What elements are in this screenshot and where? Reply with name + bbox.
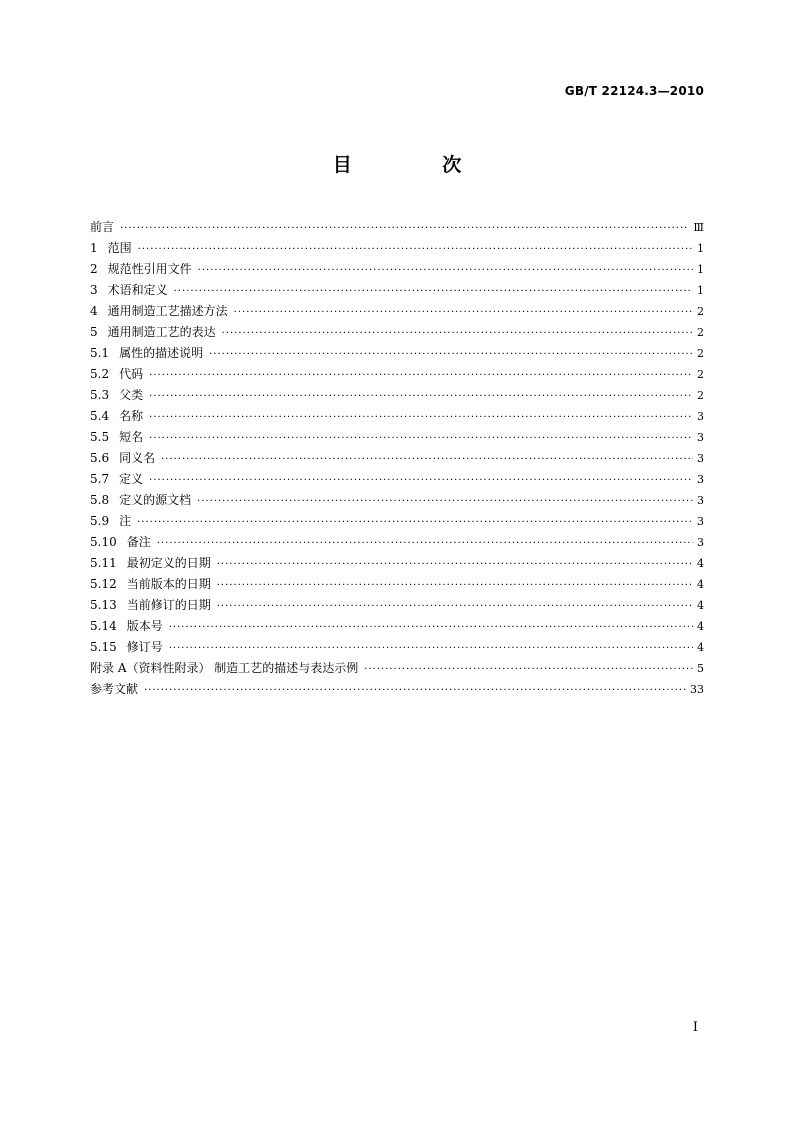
toc-entry-title: 父类 — [119, 388, 144, 402]
toc-entry-page: 4 — [697, 641, 704, 654]
toc-entry-number: 5.13 — [90, 598, 117, 612]
dot-leader — [149, 386, 693, 407]
toc-entry-number: 1 — [90, 241, 98, 255]
toc-entry[interactable] — [90, 385, 704, 406]
dot-leader — [149, 470, 693, 491]
dot-leader — [120, 218, 689, 239]
toc-entry[interactable] — [90, 406, 704, 427]
toc-entry-number: 5.11 — [90, 556, 117, 570]
dot-leader — [169, 617, 693, 638]
toc-entry[interactable] — [90, 637, 704, 658]
toc-entry-number: 5.1 — [90, 346, 110, 360]
toc-entry[interactable] — [90, 616, 704, 637]
toc-entry-page: 5 — [697, 662, 704, 675]
dot-leader — [209, 344, 693, 365]
toc-entry-title: 定义 — [119, 472, 144, 486]
toc-entry-page: 4 — [697, 599, 704, 612]
toc-entry-number: 5.8 — [90, 493, 110, 507]
toc-entry[interactable] — [90, 217, 704, 238]
toc-entry[interactable] — [90, 364, 704, 385]
toc-entry[interactable] — [90, 511, 704, 532]
toc-entry-page: 4 — [697, 557, 704, 570]
toc-entry-number: 5.6 — [90, 451, 110, 465]
toc-entry-title: 规范性引用文件 — [107, 262, 192, 276]
toc-entry-title: 术语和定义 — [107, 283, 168, 297]
toc-entry-title: 修订号 — [126, 640, 163, 654]
toc-entry[interactable] — [90, 301, 704, 322]
toc-entry-number: 5.4 — [90, 409, 110, 423]
toc-entry-page: 3 — [697, 515, 704, 528]
toc-entry-title: 前言 — [90, 220, 115, 234]
toc-entry-number: 5 — [90, 325, 98, 339]
toc-entry-title: 属性的描述说明 — [119, 346, 204, 360]
toc-entry[interactable] — [90, 238, 704, 259]
toc-entry-number: 5.14 — [90, 619, 117, 633]
dot-leader — [198, 260, 693, 281]
dot-leader — [144, 680, 686, 701]
dot-leader — [161, 449, 693, 470]
dot-leader — [217, 596, 693, 617]
standard-number: GB/T 22124.3—2010 — [564, 84, 704, 98]
toc-entry-page: 2 — [697, 305, 704, 318]
toc-entry-page: 1 — [697, 242, 704, 255]
toc-entry[interactable] — [90, 574, 704, 595]
toc-entry-page: 1 — [697, 284, 704, 297]
dot-leader — [149, 428, 693, 449]
toc-entry[interactable] — [90, 427, 704, 448]
toc-entry[interactable] — [90, 259, 704, 280]
toc-entry[interactable] — [90, 469, 704, 490]
toc-entry[interactable] — [90, 322, 704, 343]
toc-entry-page: 33 — [690, 683, 704, 696]
dot-leader — [157, 533, 693, 554]
toc-entry-number: 4 — [90, 304, 98, 318]
dot-leader — [217, 554, 693, 575]
toc-entry-page: 3 — [697, 494, 704, 507]
toc-entry-title: 版本号 — [126, 619, 163, 633]
toc-entry-title: 通用制造工艺的表达 — [107, 325, 216, 339]
toc-entry-page: 2 — [697, 347, 704, 360]
toc-entry[interactable] — [90, 658, 704, 679]
dot-leader — [197, 491, 693, 512]
toc-entry-number: 5.9 — [90, 514, 110, 528]
toc-entry-number: 3 — [90, 283, 98, 297]
dot-leader — [149, 407, 693, 428]
toc-entry-number: 5.2 — [90, 367, 110, 381]
toc-entry-page: 2 — [697, 389, 704, 402]
page-title: 目 次 — [332, 154, 504, 176]
toc-entry-page: 3 — [697, 473, 704, 486]
toc-entry[interactable] — [90, 679, 704, 700]
toc-entry-title: 备注 — [126, 535, 151, 549]
toc-entry-page: 2 — [697, 326, 704, 339]
toc-entry[interactable] — [90, 532, 704, 553]
toc-entry-page: 3 — [697, 452, 704, 465]
toc-entry[interactable] — [90, 280, 704, 301]
toc-entry-number: 5.3 — [90, 388, 110, 402]
toc-entry-page: 4 — [697, 620, 704, 633]
toc-entry-number: 5.15 — [90, 640, 117, 654]
toc-entry-page: 3 — [697, 410, 704, 423]
toc-entry-title: 通用制造工艺描述方法 — [107, 304, 228, 318]
toc-entry-page: 1 — [697, 263, 704, 276]
toc-entry-title: 同义名 — [119, 451, 156, 465]
dot-leader — [234, 302, 693, 323]
dot-leader — [138, 239, 693, 260]
page-number: Ⅰ — [692, 1020, 698, 1035]
toc-entry[interactable] — [90, 595, 704, 616]
dot-leader — [222, 323, 693, 344]
dot-leader — [149, 365, 693, 386]
toc-entry-title: 当前版本的日期 — [126, 577, 211, 591]
toc-entry-page: 2 — [697, 368, 704, 381]
toc-entry[interactable] — [90, 490, 704, 511]
dot-leader — [169, 638, 693, 659]
toc-entry[interactable] — [90, 448, 704, 469]
toc-entry-title: 代码 — [119, 367, 144, 381]
toc-entry-number: 5.10 — [90, 535, 117, 549]
toc-entry-title: 注 — [119, 514, 132, 528]
toc-entry-title: 名称 — [119, 409, 144, 423]
dot-leader — [364, 659, 693, 680]
toc-entry-page: 3 — [697, 431, 704, 444]
toc-entry-page: Ⅲ — [693, 221, 704, 234]
toc-entry-number: 5.7 — [90, 472, 110, 486]
toc-entry-title: 当前修订的日期 — [126, 598, 211, 612]
toc-entry-title: 范围 — [107, 241, 132, 255]
toc-entry[interactable] — [90, 553, 704, 574]
toc-entry-title: 短名 — [119, 430, 144, 444]
toc-entry-page: 4 — [697, 578, 704, 591]
toc-entry-title: 参考文献 — [90, 682, 139, 696]
toc-entry-title: 附录 A（资料性附录） 制造工艺的描述与表达示例 — [90, 661, 359, 675]
dot-leader — [137, 512, 693, 533]
table-of-contents — [90, 217, 704, 700]
toc-entry-number: 5.5 — [90, 430, 110, 444]
toc-entry-title: 最初定义的日期 — [126, 556, 211, 570]
dot-leader — [217, 575, 693, 596]
toc-entry[interactable] — [90, 343, 704, 364]
toc-entry-number: 2 — [90, 262, 98, 276]
dot-leader — [174, 281, 693, 302]
toc-entry-page: 3 — [697, 536, 704, 549]
toc-entry-number: 5.12 — [90, 577, 117, 591]
toc-entry-title: 定义的源文档 — [119, 493, 192, 507]
